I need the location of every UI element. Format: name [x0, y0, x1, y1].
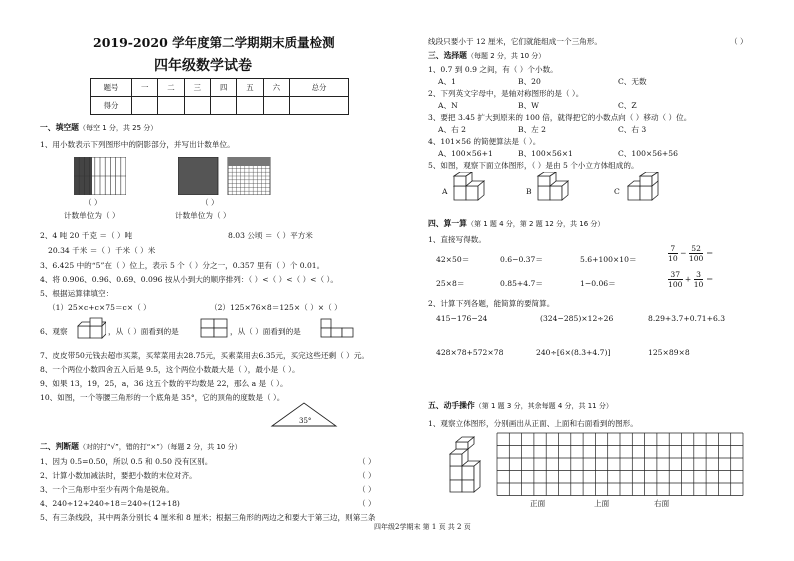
judge-item: 2、计算小数加减法时，要把小数的末位对齐。: [40, 471, 197, 480]
choice-option[interactable]: B、W: [518, 101, 539, 110]
cube-stack-figure: [76, 316, 106, 340]
fraction-expression-2: $\frac{37}{100}$ + $\frac{3}{10}$ ＝: [668, 270, 714, 289]
view-shape-1: [200, 318, 228, 338]
page-title: 2019-2020 学年度第二学期期末质量检测: [93, 35, 335, 50]
answer-paren[interactable]: （ ）: [201, 198, 219, 207]
score-cell: 总分: [290, 79, 349, 97]
question-6-start: 6、观察: [40, 327, 68, 336]
view-label-top: 上面: [594, 499, 610, 508]
cube-figure-c: [624, 172, 668, 202]
angle-label: 35°: [299, 417, 312, 425]
choice-question-3: 3、要把 3.45 扩大到原来的 100 倍，就得把它的小数点向（ ）移动（ ）位。: [428, 113, 692, 122]
question-3: 3、6.425 中的“5”在（ ）位上，表示 5 个（ ）分之一，0.357 里有（ ）个 0.01。: [40, 261, 325, 270]
cube-figure-a: [450, 172, 490, 202]
choice-option[interactable]: C、100×56+56: [618, 149, 678, 158]
judge-item: 5、有三条线段，其中两条分别长 4 厘米和 8 厘米；根据三角形的两边之和要大于第三边，则第三条: [40, 513, 376, 522]
page-footer: 四年级2学期末 第 1 页 共 2 页: [374, 523, 471, 531]
score-table: [90, 78, 349, 115]
score-table-header-row: [91, 79, 349, 97]
oral-calc: 0.85+4.7＝: [500, 279, 543, 288]
question-5b: （2）125×76×8＝125×（ ）×（ ）: [210, 303, 342, 312]
judge-item: 1、因为 0.5=0.50，所以 0.5 和 0.50 没有区别。: [40, 457, 213, 466]
choice-option[interactable]: B、20: [518, 77, 541, 86]
judge-answer-paren[interactable]: （ ）: [730, 37, 748, 46]
calc-instruction-1: 1、直接写得数。: [428, 235, 486, 244]
question-5: 5、根据运算律填空：: [40, 289, 114, 298]
score-blank[interactable]: [290, 97, 349, 115]
oral-calc: 5.6+100×10＝: [580, 255, 637, 264]
question-5a: （1）25×c+c×75＝c×（ ）: [48, 303, 151, 312]
section4-heading: 四、算一算（第 1 题 4 分，第 2 题 12 分，共 16 分）: [428, 219, 605, 228]
choice-option[interactable]: B、100×56×1: [518, 149, 573, 158]
score-cell: 得分: [91, 97, 132, 115]
written-calc: 415−176−24: [436, 314, 488, 323]
view-label-front: 正面: [530, 499, 546, 508]
score-cell: 四: [210, 79, 236, 97]
choice-question-2: 2、下列英文字母中，是轴对称图形的是（ ）。: [428, 89, 584, 98]
question-6-mid: ，从（ ）面看到的是: [108, 327, 179, 336]
counting-unit-1: 计数单位为（ ）: [64, 211, 120, 220]
question-1: 1、用小数表示下列图形中的阴影部分，并写出计数单位。: [40, 140, 235, 149]
section1-heading: 一、填空题（每空 1 分，共 25 分）: [40, 123, 158, 132]
oral-calc: 0.6−0.37＝: [500, 255, 543, 264]
section3-heading: 三、选择题（每题 2 分，共 10 分）: [428, 51, 546, 60]
shaded-strips-figure: [74, 157, 126, 195]
choice-option[interactable]: A、1: [438, 77, 456, 86]
oral-calc: 25×8＝: [436, 279, 465, 288]
isosceles-triangle-figure: [268, 400, 340, 430]
question-2b: 8.03 公顷 ＝（ ）平方米: [228, 231, 313, 240]
written-calc: 125×89×8: [648, 348, 690, 357]
calc-instruction-2: 2、计算下列各题，能简算的要简算。: [428, 299, 555, 308]
oral-calc: 1−0.06＝: [580, 279, 616, 288]
score-blank[interactable]: [210, 97, 236, 115]
choice-option[interactable]: C、无数: [618, 77, 647, 86]
question-9: 9、如果 13，19，25，a，36 这五个数的平均数是 22，那么 a 是（ ）。: [40, 379, 288, 388]
question-6-end: ，从（ ）面看到的是: [230, 327, 301, 336]
exam-subtitle: 四年级数学试卷: [154, 58, 252, 74]
score-blank[interactable]: [184, 97, 210, 115]
choice-option[interactable]: A、N: [438, 101, 458, 110]
drawing-instruction: 1、观察立体图形，分别画出从正面、上面和右面看到的图形。: [428, 419, 638, 428]
figure-label: C: [614, 187, 620, 196]
judge-item: 3、一个三角形中至少有两个角是锐角。: [40, 485, 174, 494]
question-2a: 2、4 吨 20 千克 ＝（ ）吨: [40, 231, 133, 240]
score-cell: 题号: [91, 79, 132, 97]
question-8: 8、一个两位小数四舍五入后是 9.5，这个两位小数最大是（ ），最小是（ ）。: [40, 365, 300, 374]
question-4: 4、将 0.906、0.96、0.69、0.096 按从小到大的顺序排列：（ ）<（ ）<（ ）<（ ）。: [40, 275, 338, 284]
score-cell: 五: [237, 79, 263, 97]
question-10: 10、如图，一个等腰三角形的一个底角是 35°，它的顶角的度数是（ ）。: [40, 393, 285, 402]
choice-question-5: 5、如图，观察下面立体图形，（ ）是由 5 个小立方体组成的。: [428, 161, 639, 170]
shaded-grid-figure: [178, 157, 272, 195]
choice-option[interactable]: C、右 3: [618, 125, 647, 134]
choice-option[interactable]: A、100×56+1: [438, 149, 493, 158]
oral-calc: 42×50＝: [436, 255, 470, 264]
question-2c: 20.34 千米 ＝（ ）千米（ ）米: [48, 246, 156, 255]
judge-answer-paren[interactable]: （ ）: [358, 457, 376, 466]
choice-option[interactable]: C、Z: [618, 101, 637, 110]
section2-heading: 二、判断题（对的打“√”，错的打“×”）（每题 2 分，共 10 分）: [40, 442, 242, 451]
cube-figure-b: [534, 172, 574, 202]
score-blank[interactable]: [263, 97, 289, 115]
choice-option[interactable]: B、左 2: [518, 125, 547, 134]
written-calc: (324−285)×12÷26: [540, 314, 614, 323]
score-table-score-row: [91, 97, 349, 115]
score-blank[interactable]: [158, 97, 184, 115]
question-7: 7、皮皮带50元钱去超市买菜，买荤菜用去28.75元，买素菜用去6.35元，买完这些还剩（ ）元。: [40, 351, 369, 360]
view-label-right: 右面: [654, 499, 670, 508]
written-calc: 240÷[6×(8.3+4.7)]: [536, 348, 611, 357]
counting-unit-2: 计数单位为（ ）: [175, 211, 231, 220]
drawing-grid[interactable]: [496, 432, 744, 496]
choice-option[interactable]: A、右 2: [438, 125, 466, 134]
choice-question-1: 1、0.7 到 0.9 之间，有（ ）个小数。: [428, 65, 558, 74]
judge-answer-paren[interactable]: （ ）: [358, 499, 376, 508]
section5-heading: 五、动手操作（第 1 题 3 分，其余每题 4 分，共 11 分）: [428, 401, 613, 410]
answer-paren[interactable]: （ ）: [84, 198, 102, 207]
score-cell: 二: [158, 79, 184, 97]
choice-question-4: 4、101×56 的简便算法是（ ）。: [428, 137, 541, 146]
judge-item: 4、240÷12+240÷18＝240÷(12+18): [40, 499, 180, 508]
score-cell: 三: [184, 79, 210, 97]
figure-label: A: [442, 187, 448, 196]
view-shape-2: [320, 318, 354, 338]
cube-stack-drawing-figure: [448, 436, 492, 494]
fraction-expression-1: $\frac{7}{10}$ − $\frac{52}{100}$ ＝: [668, 244, 714, 263]
written-calc: 8.29+3.7+0.71+6.3: [648, 314, 726, 323]
score-cell: 六: [263, 79, 289, 97]
score-blank[interactable]: [237, 97, 263, 115]
judge-answer-paren[interactable]: （ ）: [358, 485, 376, 494]
figure-label: B: [526, 187, 532, 196]
judge-item-5-continued: 线段只要小于 12 厘米，它们就能组成一个三角形。: [428, 37, 602, 46]
judge-answer-paren[interactable]: （ ）: [358, 471, 376, 480]
score-cell: 一: [132, 79, 158, 97]
score-blank[interactable]: [132, 97, 158, 115]
written-calc: 428×78+572×78: [436, 348, 504, 357]
